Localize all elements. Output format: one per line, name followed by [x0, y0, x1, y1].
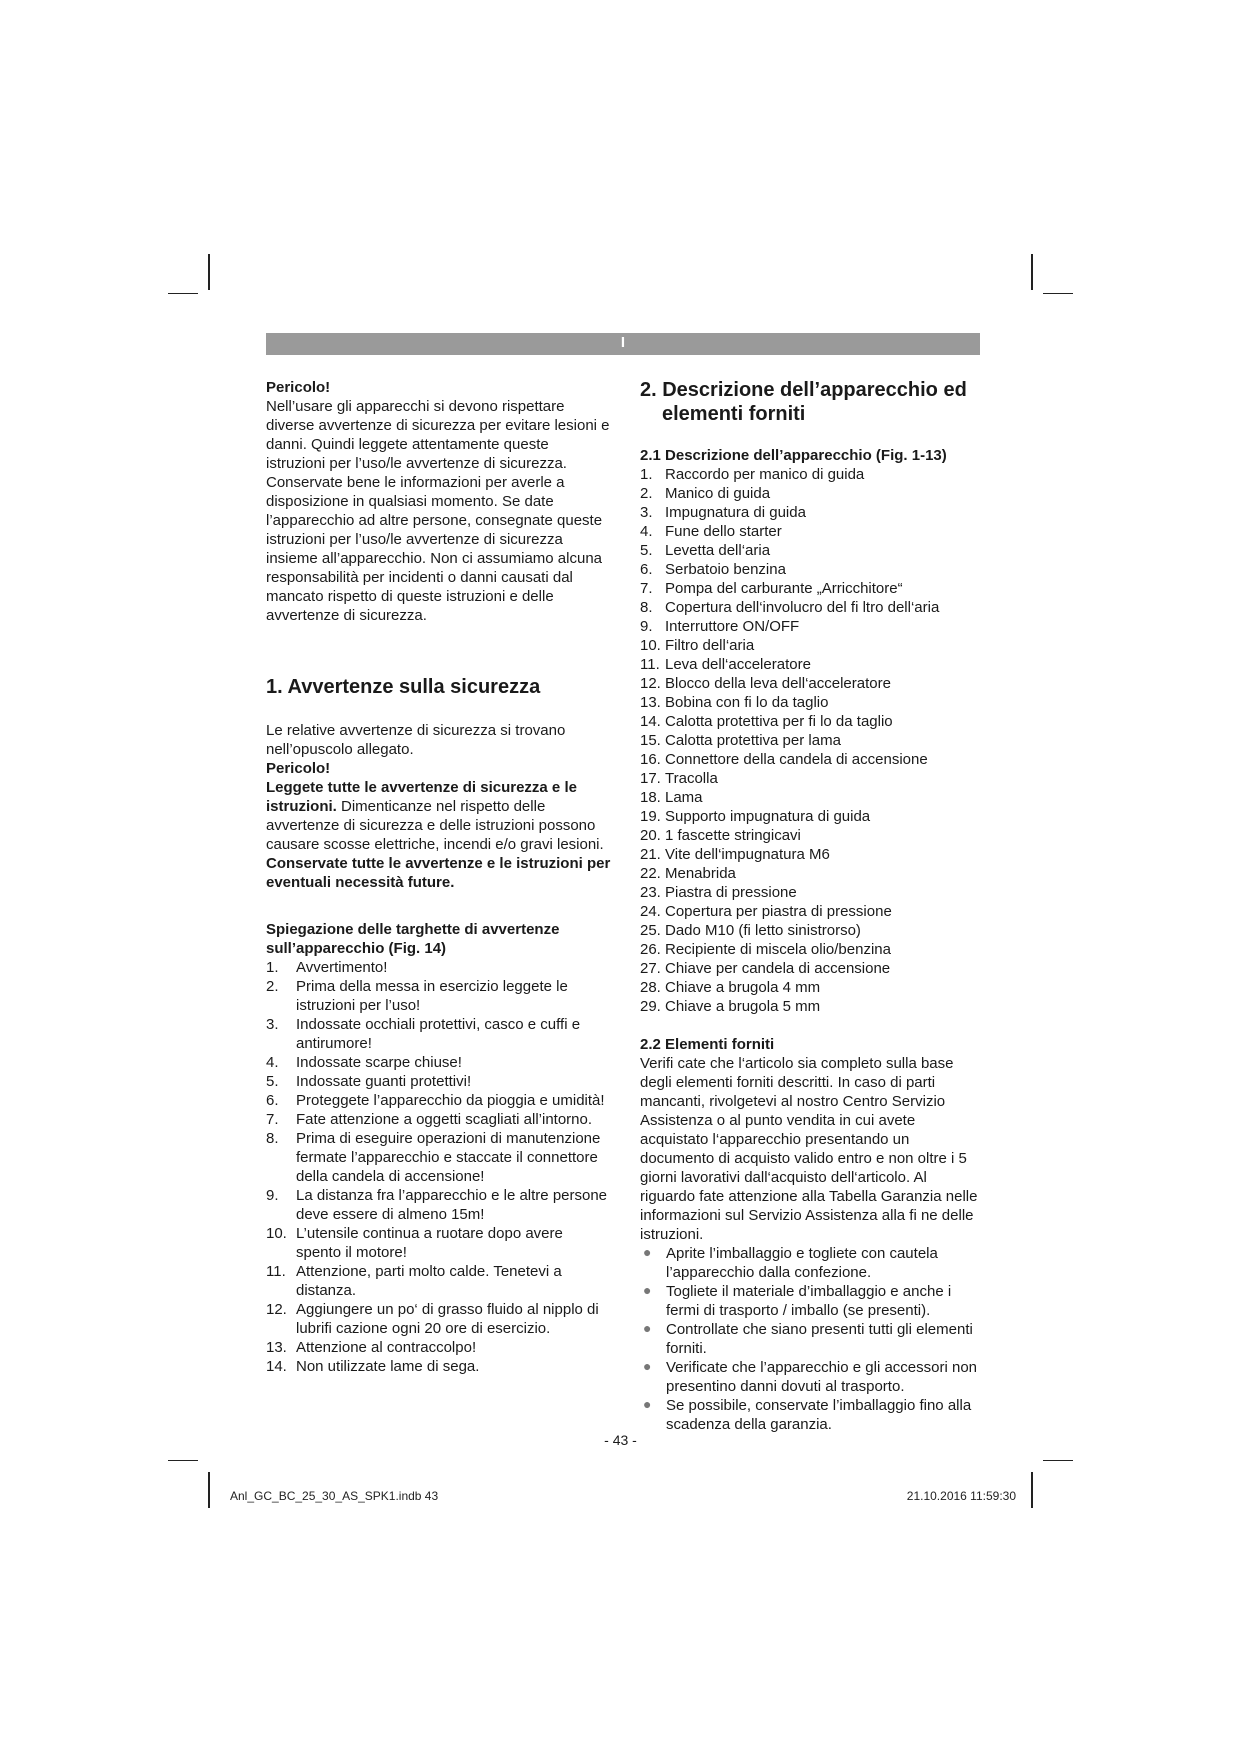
warning-label-item-number: 8. [266, 1130, 279, 1147]
page-number: - 43 - [604, 1432, 637, 1448]
part-item [640, 579, 980, 598]
bullet-icon: ● [643, 1282, 652, 1298]
part-item-text: Copertura dell‘involucro del fi ltro dell‘aria [665, 599, 940, 616]
part-item [640, 598, 980, 617]
part-item-number: 2. [640, 485, 653, 502]
part-item-number: 22. [640, 865, 661, 882]
warning-label-item-text: L’utensile continua a ruotare dopo avere spento il motore! [296, 1225, 563, 1261]
warning-label-item-text: Indossate guanti protettivi! [296, 1073, 472, 1090]
part-item [640, 636, 980, 655]
warning-label-item-text: La distanza fra l’apparecchio e le altre persone deve essere di almeno 15m! [296, 1187, 608, 1223]
part-item-text: Vite dell‘impugnatura M6 [665, 846, 830, 863]
section-2-1-title: 2.1 Descrizione dell’apparecchio (Fig. 1-13) [640, 447, 947, 464]
crop-mark [1043, 1460, 1073, 1461]
warning-label-item-number: 14. [266, 1358, 287, 1375]
part-item-text: Blocco della leva dell‘acceleratore [665, 675, 891, 692]
part-item-text: Tracolla [665, 770, 718, 787]
part-item [640, 522, 980, 541]
language-bar [266, 333, 980, 355]
bullet-item [640, 1282, 980, 1320]
part-item-number: 28. [640, 979, 661, 996]
part-item [640, 940, 980, 959]
part-item-text: Manico di guida [665, 485, 771, 502]
bullet-icon: ● [643, 1396, 652, 1412]
warning-label-item [266, 1110, 611, 1129]
part-item-text: Dado M10 (fi letto sinistrorso) [665, 922, 861, 939]
part-item-number: 17. [640, 770, 661, 787]
crop-mark [1043, 293, 1073, 294]
warning-label-item-number: 5. [266, 1073, 279, 1090]
warning-label-item [266, 1072, 611, 1091]
part-item-text: Piastra di pressione [665, 884, 797, 901]
warning-label-item-text: Prima della messa in esercizio leggete le istruzioni per l’uso! [296, 978, 568, 1014]
bullet-item [640, 1244, 980, 1282]
part-item-number: 19. [640, 808, 661, 825]
warning-label-item-text: Attenzione al contraccolpo! [296, 1339, 477, 1356]
warning-label-item [266, 1357, 611, 1376]
warning-label-item [266, 977, 611, 1015]
part-item-number: 20. [640, 827, 661, 844]
warning-label-item-text: Indossate scarpe chiuse! [296, 1054, 462, 1071]
read-instructions-text: Dimenticanze nel rispetto delle avvertenze di sicurezza e delle istruzioni possono causare scosse elettriche, incendi e/o gravi lesioni. [266, 798, 604, 853]
part-item-text: Leva dell‘acceleratore [665, 656, 811, 673]
language-code: I [620, 334, 626, 351]
bullet-item [640, 1320, 980, 1358]
part-item-text: Supporto impugnatura di guida [665, 808, 871, 825]
footer-file-name: Anl_GC_BC_25_30_AS_SPK1.indb 43 [230, 1489, 439, 1503]
part-item-text: Chiave per candela di accensione [665, 960, 891, 977]
bullet-item [640, 1358, 980, 1396]
warning-label-item-text: Prima di eseguire operazioni di manutenzione fermate l’apparecchio e staccate il connettore della candela di accensione! [296, 1130, 601, 1185]
part-item [640, 674, 980, 693]
crop-mark [1031, 254, 1033, 290]
section-2-2-title: 2.2 Elementi forniti [640, 1036, 775, 1053]
read-instructions-bold: Leggete tutte le avvertenze di sicurezza e le istruzioni. [266, 779, 577, 815]
part-item-number: 23. [640, 884, 661, 901]
warning-label-item-text: Fate attenzione a oggetti scagliati all’intorno. [296, 1111, 593, 1128]
warning-label-item-number: 2. [266, 978, 279, 995]
warning-label-item [266, 1186, 611, 1224]
part-item-number: 14. [640, 713, 661, 730]
part-item-number: 9. [640, 618, 653, 635]
part-item-number: 12. [640, 675, 661, 692]
part-item-text: Serbatoio benzina [665, 561, 786, 578]
warning-label-item-number: 12. [266, 1301, 287, 1318]
section-2-2-text: Verifi cate che l‘articolo sia completo sulla base degli elementi forniti descritti. In caso di parti mancanti, rivolgetevi al nostro Centro Servizio Assistenza o al punto vendita in cui avete acquistato l‘apparecchio presentando un documento di acquisto valido entro e non oltre i 5 giorni lavorativi dall‘acquisto dell‘articolo. Al riguardo fate attenzione alla Tabella Garanzia nelle informazioni sul Servizio Assistenza alla fi ne delle istruzioni. [640, 1055, 978, 1243]
part-item-text: Calotta protettiva per fi lo da taglio [665, 713, 893, 730]
part-item [640, 864, 980, 883]
warning-label-item-text: Non utilizzate lame di sega. [296, 1358, 480, 1375]
part-item-number: 15. [640, 732, 661, 749]
part-item [640, 883, 980, 902]
bullet-item [640, 1396, 980, 1434]
warning-label-item-number: 9. [266, 1187, 279, 1204]
part-item-text: Recipiente di miscela olio/benzina [665, 941, 891, 958]
warning-label-item-number: 13. [266, 1339, 287, 1356]
read-instructions-paragraph [266, 778, 611, 854]
part-item-number: 5. [640, 542, 653, 559]
part-item [640, 807, 980, 826]
warning-label-item-number: 6. [266, 1092, 279, 1109]
bullet-icon: ● [643, 1244, 652, 1260]
part-item-number: 4. [640, 523, 653, 540]
warning-label-item-text: Attenzione, parti molto calde. Tenetevi a distanza. [296, 1263, 562, 1299]
part-item-number: 18. [640, 789, 661, 806]
parts-list [640, 465, 980, 1016]
warning-label-item-number: 1. [266, 959, 279, 976]
part-item-number: 11. [640, 656, 660, 673]
part-item-number: 16. [640, 751, 661, 768]
bullet-text: Aprite l’imballaggio e togliete con cautela l’apparecchio dalla confezione. [666, 1245, 938, 1281]
supplied-items-bullets [640, 1244, 980, 1434]
part-item-number: 21. [640, 846, 661, 863]
part-item [640, 769, 980, 788]
part-item-text: Lama [665, 789, 703, 806]
part-item-number: 29. [640, 998, 661, 1015]
warning-label-item-number: 3. [266, 1016, 279, 1033]
section-2-title: 2. Descrizione dell’apparecchio ed elementi forniti [640, 379, 967, 425]
crop-mark [168, 1460, 198, 1461]
warning-label-item-text: Aggiungere un po‘ di grasso fluido al nipplo di lubrifi cazione ogni 20 ore di esercizio. [296, 1301, 599, 1337]
part-item [640, 655, 980, 674]
part-item [640, 731, 980, 750]
warning-label-item-number: 7. [266, 1111, 279, 1128]
warning-label-item [266, 1053, 611, 1072]
part-item-number: 26. [640, 941, 661, 958]
part-item [640, 902, 980, 921]
part-item-number: 6. [640, 561, 653, 578]
part-item [640, 750, 980, 769]
part-item-text: Interruttore ON/OFF [665, 618, 800, 635]
part-item-number: 3. [640, 504, 653, 521]
danger-title-2: Pericolo! [266, 760, 331, 777]
part-item [640, 788, 980, 807]
danger-title: Pericolo! [266, 379, 331, 396]
bullet-icon: ● [643, 1358, 652, 1374]
part-item-text: Filtro dell‘aria [665, 637, 755, 654]
crop-mark [208, 1472, 210, 1508]
part-item-text: Chiave a brugola 4 mm [665, 979, 821, 996]
part-item-number: 24. [640, 903, 661, 920]
bullet-text: Verificate che l’apparecchio e gli accessori non presentino danni dovuti al trasporto. [666, 1359, 978, 1395]
part-item [640, 617, 980, 636]
crop-mark [168, 293, 198, 294]
part-item-text: Fune dello starter [665, 523, 782, 540]
part-item-text: Connettore della candela di accensione [665, 751, 928, 768]
part-item [640, 693, 980, 712]
part-item [640, 845, 980, 864]
part-item-number: 13. [640, 694, 661, 711]
warning-labels-title: Spiegazione delle targhette di avvertenze sull’apparecchio (Fig. 14) [266, 921, 560, 957]
warning-labels-list [266, 958, 611, 1376]
part-item [640, 712, 980, 731]
bullet-text: Se possibile, conservate l’imballaggio fino alla scadenza della garanzia. [666, 1397, 972, 1433]
part-item-number: 25. [640, 922, 661, 939]
bullet-text: Togliete il materiale d’imballaggio e anche i fermi di trasporto / imballo (se presenti). [666, 1283, 952, 1319]
part-item-text: Raccordo per manico di guida [665, 466, 865, 483]
bullet-text: Controllate che siano presenti tutti gli elementi forniti. [666, 1321, 973, 1357]
warning-label-item-text: Avvertimento! [296, 959, 388, 976]
part-item [640, 997, 980, 1016]
warning-label-item [266, 1129, 611, 1186]
warning-label-item-text: Proteggete l’apparecchio da pioggia e umidità! [296, 1092, 605, 1109]
warning-label-item [266, 1224, 611, 1262]
warning-label-item-number: 4. [266, 1054, 279, 1071]
warning-label-item [266, 1091, 611, 1110]
part-item [640, 560, 980, 579]
danger-text: Nell’usare gli apparecchi si devono rispettare diverse avvertenze di sicurezza per evitare lesioni e danni. Quindi leggete attentamente queste istruzioni per l’uso/le avvertenze di sicurezza. Conservate bene le informazioni per averle a disposizione in qualsiasi momento. Se date l’apparecchio ad altre persone, consegnate queste istruzioni per l’uso/le avvertenze di sicurezza insieme all’apparecchio. Non ci assumiamo alcuna responsabilità per incidenti o danni causati dal mancato rispetto di queste istruzioni e delle avvertenze di sicurezza. [266, 398, 610, 624]
footer-timestamp: 21.10.2016 11:59:30 [906, 1489, 1016, 1503]
part-item-text: Chiave a brugola 5 mm [665, 998, 821, 1015]
part-item [640, 921, 980, 940]
part-item-text: Pompa del carburante „Arricchitore“ [665, 580, 903, 597]
part-item-text: Levetta dell‘aria [665, 542, 771, 559]
part-item [640, 541, 980, 560]
keep-instructions: Conservate tutte le avvertenze e le istruzioni per eventuali necessità future. [266, 855, 611, 891]
crop-mark [1031, 1472, 1033, 1508]
part-item-number: 7. [640, 580, 653, 597]
warning-label-item [266, 1300, 611, 1338]
section-1-intro: Le relative avvertenze di sicurezza si trovano nell’opuscolo allegato. [266, 722, 566, 758]
crop-mark [208, 254, 210, 290]
part-item-number: 1. [640, 466, 653, 483]
part-item [640, 826, 980, 845]
bullet-icon: ● [643, 1320, 652, 1336]
warning-label-item [266, 958, 611, 977]
part-item-text: Copertura per piastra di pressione [665, 903, 892, 920]
warning-label-item-number: 11. [266, 1263, 286, 1280]
part-item-number: 8. [640, 599, 653, 616]
part-item-text: Impugnatura di guida [665, 504, 806, 521]
part-item [640, 465, 980, 484]
right-column [640, 378, 980, 1434]
left-column [266, 378, 611, 1376]
part-item-text: Menabrida [665, 865, 736, 882]
part-item-text: 1 fascette stringicavi [665, 827, 801, 844]
part-item [640, 484, 980, 503]
warning-label-item-text: Indossate occhiali protettivi, casco e cuffi e antirumore! [296, 1016, 581, 1052]
part-item-number: 10. [640, 637, 661, 654]
warning-label-item [266, 1262, 611, 1300]
section-1-title: 1. Avvertenze sulla sicurezza [266, 676, 541, 698]
part-item-number: 27. [640, 960, 661, 977]
part-item [640, 503, 980, 522]
part-item-text: Calotta protettiva per lama [665, 732, 841, 749]
part-item [640, 978, 980, 997]
warning-label-item [266, 1338, 611, 1357]
part-item-text: Bobina con fi lo da taglio [665, 694, 829, 711]
warning-label-item [266, 1015, 611, 1053]
warning-label-item-number: 10. [266, 1225, 287, 1242]
part-item [640, 959, 980, 978]
